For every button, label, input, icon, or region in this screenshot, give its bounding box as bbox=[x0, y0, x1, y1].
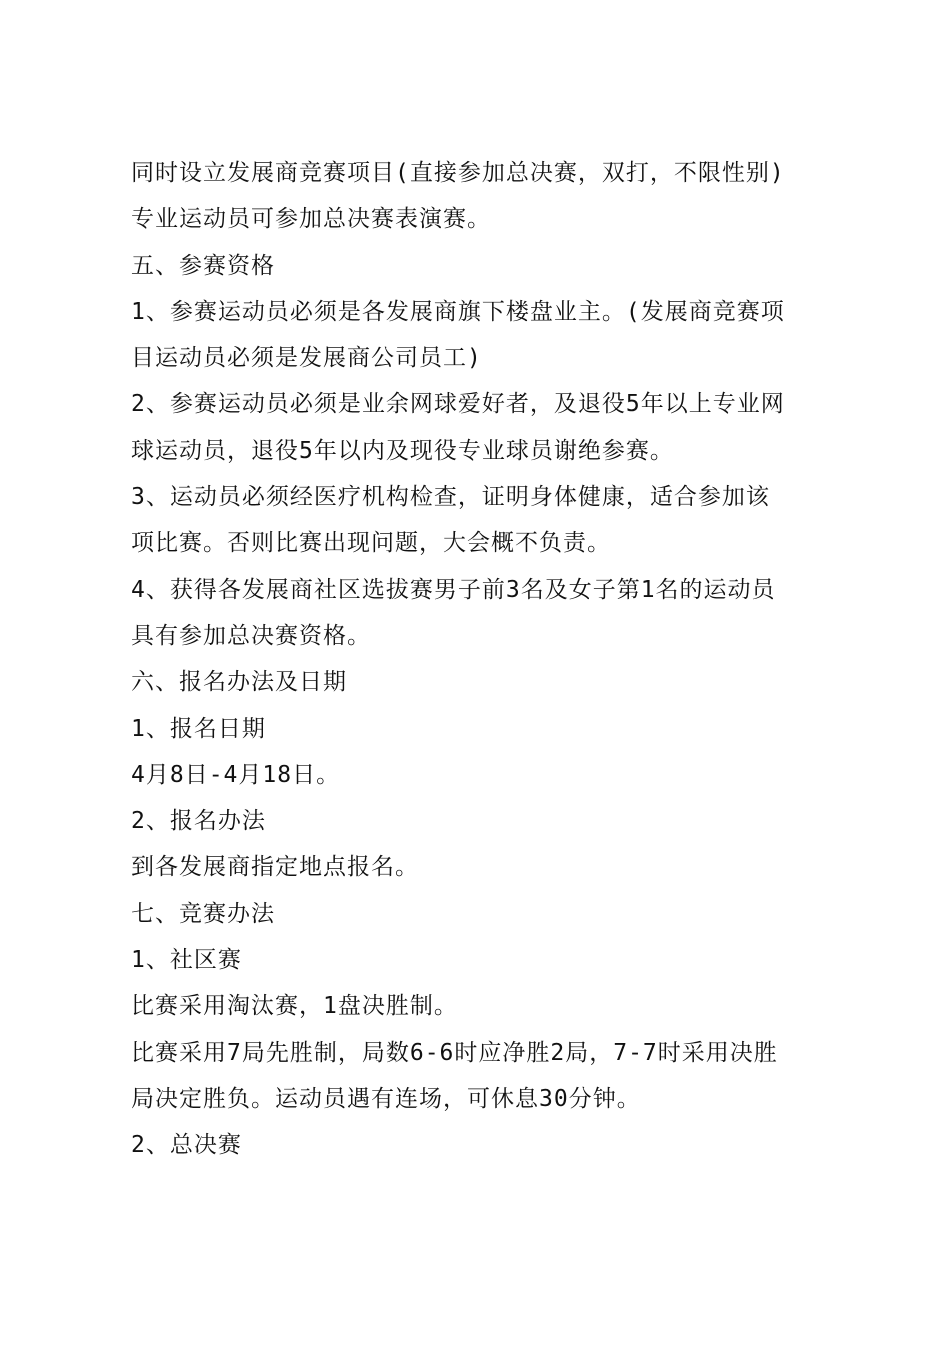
section-heading: 五、参赛资格 bbox=[131, 252, 275, 279]
text-line: 1、参赛运动员必须是各发展商旗下楼盘业主。(发展商竞赛项 bbox=[131, 298, 785, 325]
text-line: 同时设立发展商竞赛项目(直接参加总决赛，双打，不限性别) bbox=[131, 160, 785, 186]
text-line: 4、获得各发展商社区选拔赛男子前3名及女子第1名的运动员 bbox=[131, 576, 776, 603]
text-line: 专业运动员可参加总决赛表演赛。 bbox=[131, 206, 491, 233]
subsection-heading: 2、报名办法 bbox=[131, 808, 266, 835]
text-line: 具有参加总决赛资格。 bbox=[131, 622, 371, 649]
section-heading: 六、报名办法及日期 bbox=[131, 669, 347, 696]
text-line: 项比赛。否则比赛出现问题，大会概不负责。 bbox=[131, 530, 611, 557]
text-line: 球运动员，退役5年以内及现役专业球员谢绝参赛。 bbox=[131, 437, 674, 464]
text-line: 局决定胜负。运动员遇有连场，可休息30分钟。 bbox=[131, 1085, 641, 1112]
text-line: 4月8日-4月18日。 bbox=[131, 761, 341, 788]
subsection-heading: 1、社区赛 bbox=[131, 947, 242, 974]
text-line: 到各发展商指定地点报名。 bbox=[131, 854, 419, 881]
document-body bbox=[131, 150, 851, 1169]
subsection-heading: 2、总决赛 bbox=[131, 1132, 242, 1159]
subsection-heading: 1、报名日期 bbox=[131, 715, 266, 742]
text-line: 3、运动员必须经医疗机构检查，证明身体健康，适合参加该 bbox=[131, 484, 770, 511]
text-line: 比赛采用7局先胜制，局数6-6时应净胜2局，7-7时采用决胜 bbox=[131, 1039, 778, 1066]
text-line: 比赛采用淘汰赛，1盘决胜制。 bbox=[131, 993, 458, 1020]
text-line: 目运动员必须是发展商公司员工) bbox=[131, 345, 482, 372]
section-heading: 七、竞赛办法 bbox=[131, 900, 275, 927]
text-line: 2、参赛运动员必须是业余网球爱好者，及退役5年以上专业网 bbox=[131, 391, 785, 418]
